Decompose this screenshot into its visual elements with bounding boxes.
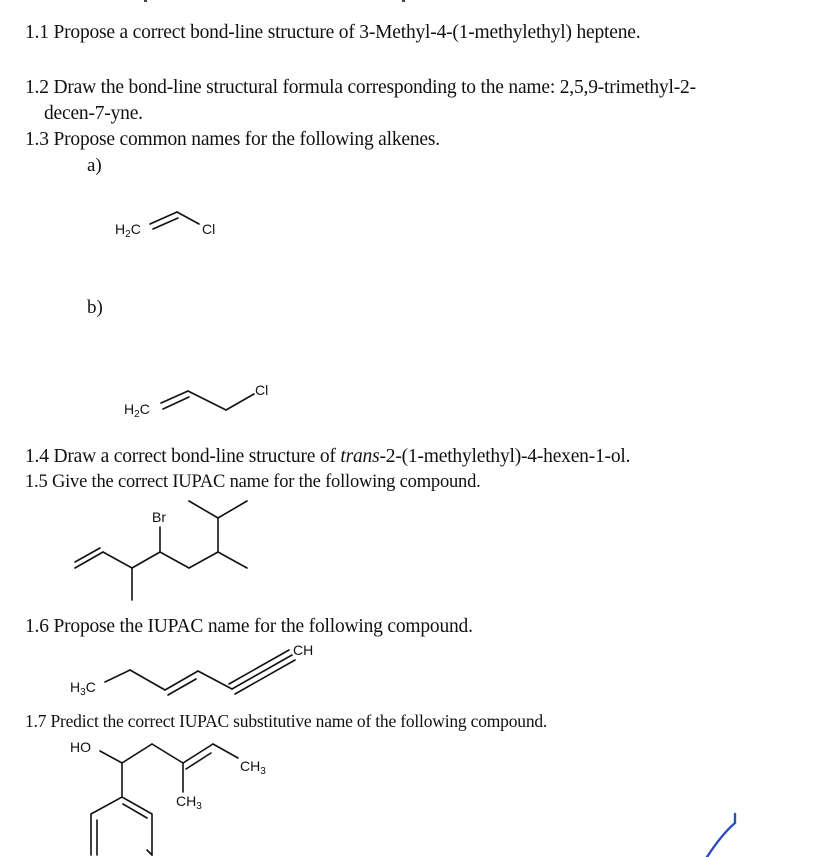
structure-allyl-chloride	[124, 382, 268, 420]
bond-methyl	[218, 552, 247, 568]
ch-label: CH	[293, 642, 314, 658]
bond	[100, 751, 122, 763]
bond	[130, 670, 165, 690]
bond	[122, 744, 152, 763]
single-bond	[177, 212, 199, 224]
question-1-2-line2: decen-7-yne.	[44, 103, 143, 124]
structure-bromo-alkene	[75, 501, 247, 600]
cl-label: Cl	[255, 382, 269, 398]
bond	[189, 552, 218, 568]
part-label-b: b)	[87, 297, 103, 318]
bond-methyl	[189, 501, 218, 518]
bond	[213, 744, 238, 758]
cl-label: Cl	[202, 221, 216, 237]
h2c-label: $H_2C$	[115, 221, 141, 240]
h3c-label: $H_3C$	[70, 679, 96, 698]
single-bond	[188, 391, 226, 410]
question-1-5: 1.5 Give the correct IUPAC name for the following compound.	[25, 472, 481, 492]
ch3-label-bottom: $CH_3$	[176, 793, 202, 812]
bond	[198, 671, 232, 689]
phenyl-ring	[91, 797, 152, 855]
triple-bond-upper	[229, 650, 289, 684]
bond	[132, 552, 160, 568]
double-bond-inner	[153, 218, 178, 229]
question-1-3: 1.3 Propose common names for the following alkenes.	[25, 129, 440, 150]
structure-enyne	[70, 642, 313, 698]
question-1-4-italic: trans	[340, 446, 380, 467]
bond-methyl	[218, 501, 247, 518]
double-bond-outer	[183, 744, 213, 763]
double-bond-inner	[168, 679, 196, 695]
ch3-label-right: $CH_3$	[240, 758, 266, 777]
single-bond	[226, 394, 254, 410]
br-label: Br	[152, 509, 166, 525]
ring-edges	[91, 797, 152, 855]
question-1-2-line1: 1.2 Draw the bond-line structural formula corresponding to the name: 2,5,9-trimethyl-2-	[25, 77, 696, 98]
part-label-a: a)	[87, 155, 102, 176]
bond	[103, 552, 132, 568]
question-1-1: 1.1 Propose a correct bond-line structure of 3-Methyl-4-(1-methylethyl) heptene.	[25, 22, 641, 43]
bond	[152, 744, 183, 763]
ho-label: HO	[70, 739, 91, 755]
question-1-7: 1.7 Predict the correct IUPAC substitutive name of the following compound.	[25, 711, 548, 731]
structure-vinyl-chloride	[115, 212, 215, 240]
triple-bond-center	[232, 655, 292, 689]
question-1-6: 1.6 Propose the IUPAC name for the following compound.	[25, 616, 473, 637]
double-bond-inner	[186, 753, 211, 769]
structure-phenyl-alcohol	[70, 739, 266, 855]
question-1-4-suffix: -2-(1-methylethyl)-4-hexen-1-ol.	[379, 446, 631, 467]
double-bond-outer	[161, 391, 188, 403]
triple-bond-lower	[235, 660, 295, 694]
pen-stroke	[707, 814, 735, 857]
bond	[160, 552, 189, 568]
h2c-label: $H_2C$	[124, 401, 150, 420]
bond	[105, 670, 130, 682]
ring-inner-bond	[123, 804, 147, 818]
question-1-4-prefix: 1.4 Draw a correct bond-line structure of	[25, 446, 341, 467]
double-bond-inner	[163, 397, 189, 409]
double-bond-outer	[150, 212, 177, 224]
